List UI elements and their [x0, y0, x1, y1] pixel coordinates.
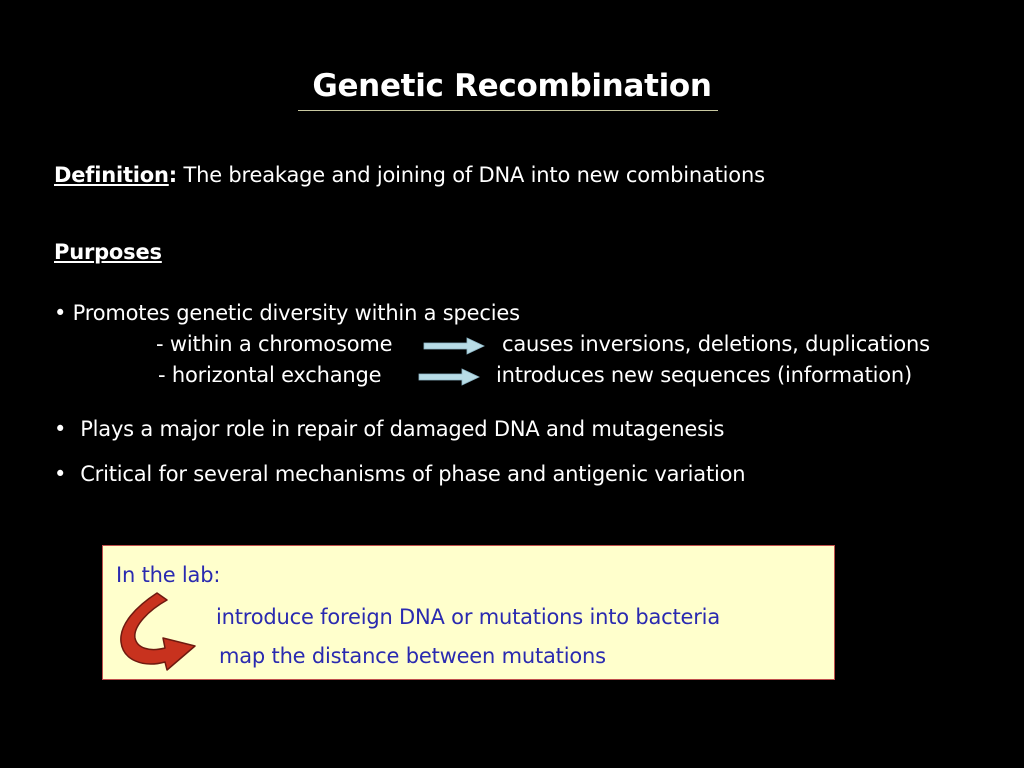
- title-underline: [298, 110, 718, 111]
- lab-item-map-distance: map the distance between mutations: [219, 644, 606, 668]
- lab-item-foreign-dna: introduce foreign DNA or mutations into bacteria: [216, 605, 720, 629]
- sub-item-right-chromosome: causes inversions, deletions, duplications: [502, 332, 930, 356]
- definition-line: [54, 161, 765, 189]
- sub-item-right-horizontal: introduces new sequences (information): [496, 363, 912, 387]
- lab-box: [102, 545, 835, 680]
- bullet-text: Critical for several mechanisms of phase and antigenic variation: [80, 462, 746, 486]
- bullet-repair: [54, 415, 724, 443]
- sub-item-left-horizontal: - horizontal exchange: [158, 363, 382, 387]
- curved-arrow-icon: [113, 590, 203, 672]
- definition-label: Definition: [54, 163, 169, 187]
- right-arrow-icon: [418, 368, 480, 386]
- sub-item-left-chromosome: - within a chromosome: [156, 332, 393, 356]
- lab-box-title: In the lab:: [116, 563, 221, 587]
- bullet-marker: •: [54, 417, 67, 441]
- definition-colon: :: [168, 163, 177, 187]
- purposes-heading: Purposes: [54, 240, 162, 264]
- slide-title: Genetic Recombination: [312, 68, 712, 104]
- definition-text: The breakage and joining of DNA into new combinations: [176, 163, 765, 187]
- bullet-promotes-diversity: • Promotes genetic diversity within a species: [54, 301, 520, 325]
- bullet-marker: •: [54, 462, 67, 486]
- bullet-phase-variation: [54, 460, 745, 488]
- bullet-text: Plays a major role in repair of damaged DNA and mutagenesis: [80, 417, 725, 441]
- right-arrow-icon: [423, 337, 485, 355]
